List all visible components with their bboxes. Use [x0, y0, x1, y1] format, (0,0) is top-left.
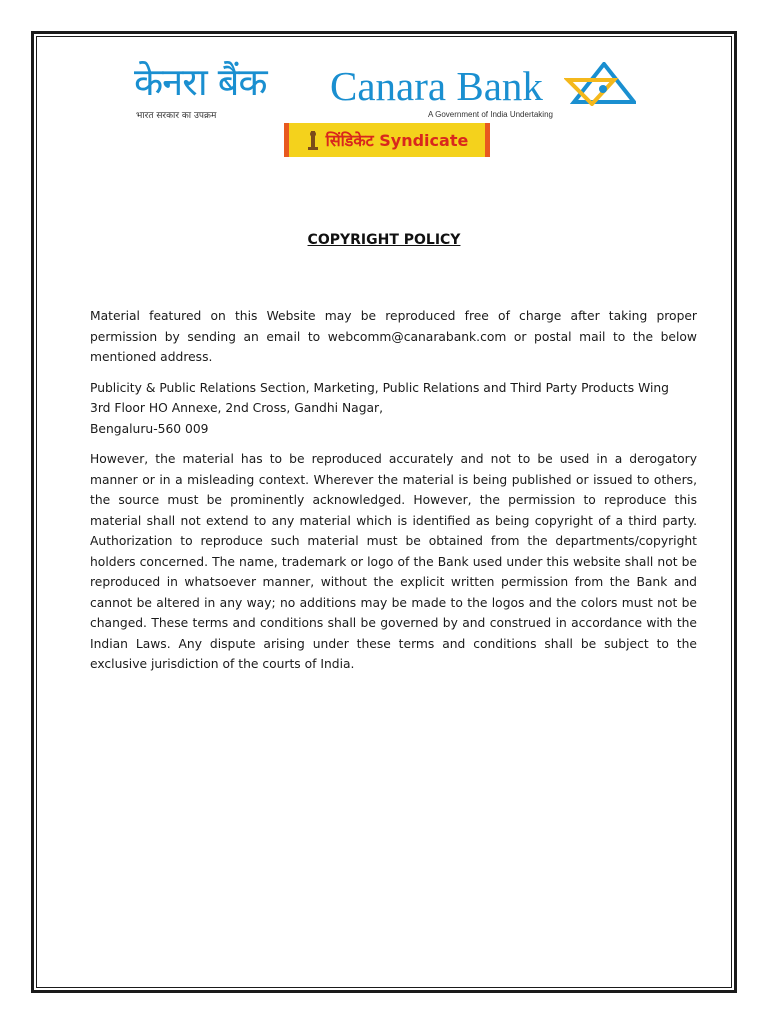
english-tagline: A Government of India Undertaking [428, 110, 553, 119]
syndicate-emblem-icon [306, 129, 320, 151]
address-line: Bengaluru-560 009 [90, 421, 209, 436]
english-bank-name: Canara Bank [330, 63, 543, 109]
paragraph-permission: Material featured on this Website may be reproduced free of charge after taking proper permission by sending an email to webcomm@canarabank.com or postal mail to the below mentioned address. [90, 309, 697, 364]
bank-logo [134, 58, 634, 168]
paragraph-terms: However, the material has to be reproduced accurately and not to be used in a derogatory manner or in a misleading context. Wherever the material is being published or issued to others, the source must be prominently acknowledged. However, the permission to reproduce this material shall not extend to any material which is identified as being copyright of a third party. Authorization to reproduce such material must be obtained from the departments/copyright holders concerned. The name, trademark or logo of the Bank used under this website shall not be reproduced in whatsoever manner, without the explicit written permission from the Bank and cannot be altered in any way; no additions may be made to the logos and the colors must not be changed. These terms and conditions shall be governed by and construed in accordance with the Indian Laws. Any dispute arising under these terms and conditions shall be subject to the exclusive jurisdiction of the courts of India. [90, 452, 697, 671]
hindi-tagline: भारत सरकार का उपक्रम [136, 111, 217, 121]
postal-address [90, 378, 697, 440]
syndicate-label: सिंडिकेट Syndicate [325, 131, 469, 150]
address-line: Publicity & Public Relations Section, Marketing, Public Relations and Third Party Products Wing [90, 380, 669, 395]
page-title: COPYRIGHT POLICY [307, 232, 461, 248]
syndicate-badge [284, 123, 490, 157]
hindi-bank-name: केनरा बैंक [134, 60, 267, 104]
address-line: 3rd Floor HO Annexe, 2nd Cross, Gandhi Nagar, [90, 401, 384, 415]
policy-body [90, 306, 697, 685]
canara-emblem-icon [564, 62, 636, 106]
